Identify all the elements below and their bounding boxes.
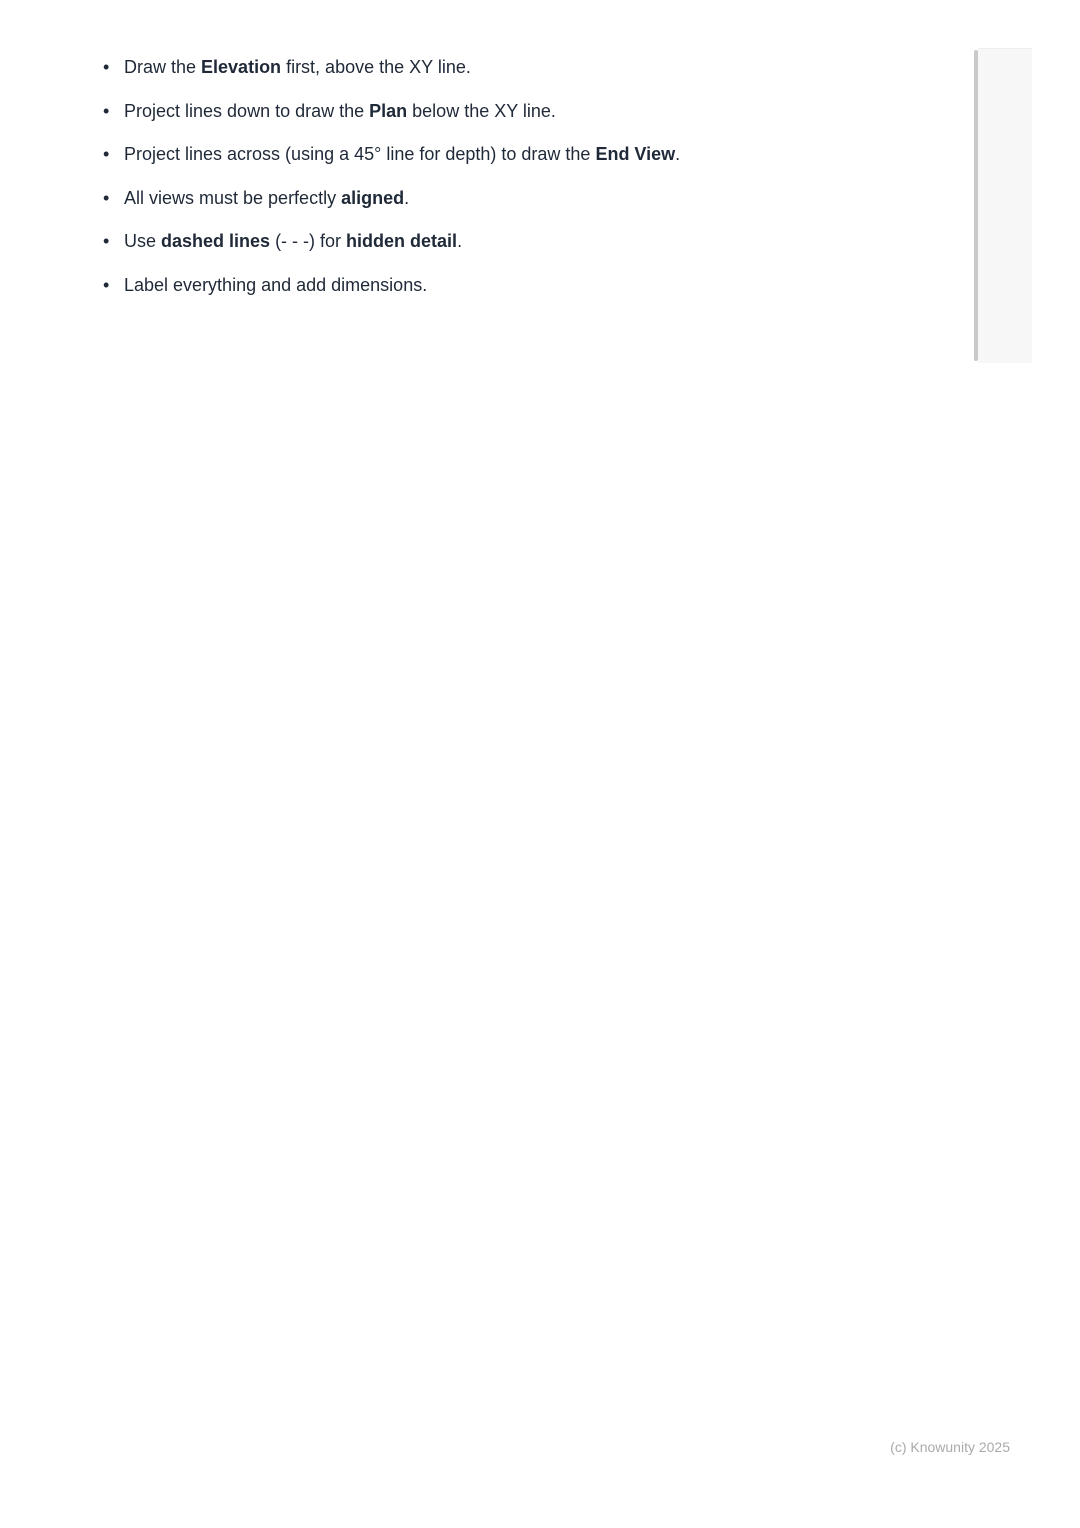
list-item-text-bold: aligned: [341, 187, 405, 208]
bullet-icon: •: [103, 100, 110, 121]
list-item-text: .: [675, 144, 681, 164]
list-item: [103, 228, 680, 255]
list-item-text: Project lines down to draw the: [124, 100, 370, 121]
list-item: [103, 141, 680, 168]
bullet-icon: •: [103, 144, 110, 164]
list-item-text: first, above the XY line.: [281, 57, 471, 77]
list-item-text: All views must be perfectly: [124, 187, 342, 208]
list-item-text: below the XY line.: [407, 100, 556, 121]
side-panel: [978, 48, 1032, 363]
list-item-text-bold: End View: [595, 144, 676, 164]
list-item-text: (- - -) for: [270, 231, 347, 251]
bullet-icon: •: [103, 274, 110, 295]
list-item-text-bold: dashed lines: [161, 231, 271, 251]
list-item-text: Project lines across (using a 45° line for depth) to draw the: [124, 144, 596, 164]
list-item: [103, 185, 680, 212]
bullet-icon: •: [103, 187, 110, 208]
list-item-text: Draw the: [124, 57, 202, 77]
list-item-text-bold: hidden detail: [346, 231, 458, 251]
instruction-list: [103, 54, 680, 315]
list-item-text: Label everything and add dimensions.: [124, 274, 428, 295]
list-item: [103, 98, 680, 125]
list-item-text-bold: Elevation: [201, 57, 282, 77]
scrollbar-thumb[interactable]: [974, 50, 978, 361]
list-item-text: .: [457, 231, 463, 251]
copyright-footer: (c) Knowunity 2025: [890, 1439, 1010, 1455]
list-item-text: .: [404, 187, 410, 208]
list-item-text-bold: Plan: [369, 100, 408, 121]
bullet-icon: •: [103, 57, 110, 77]
list-item-text: Use: [124, 231, 162, 251]
bullet-icon: •: [103, 231, 110, 251]
list-item: [103, 54, 680, 81]
list-item: [103, 272, 680, 299]
